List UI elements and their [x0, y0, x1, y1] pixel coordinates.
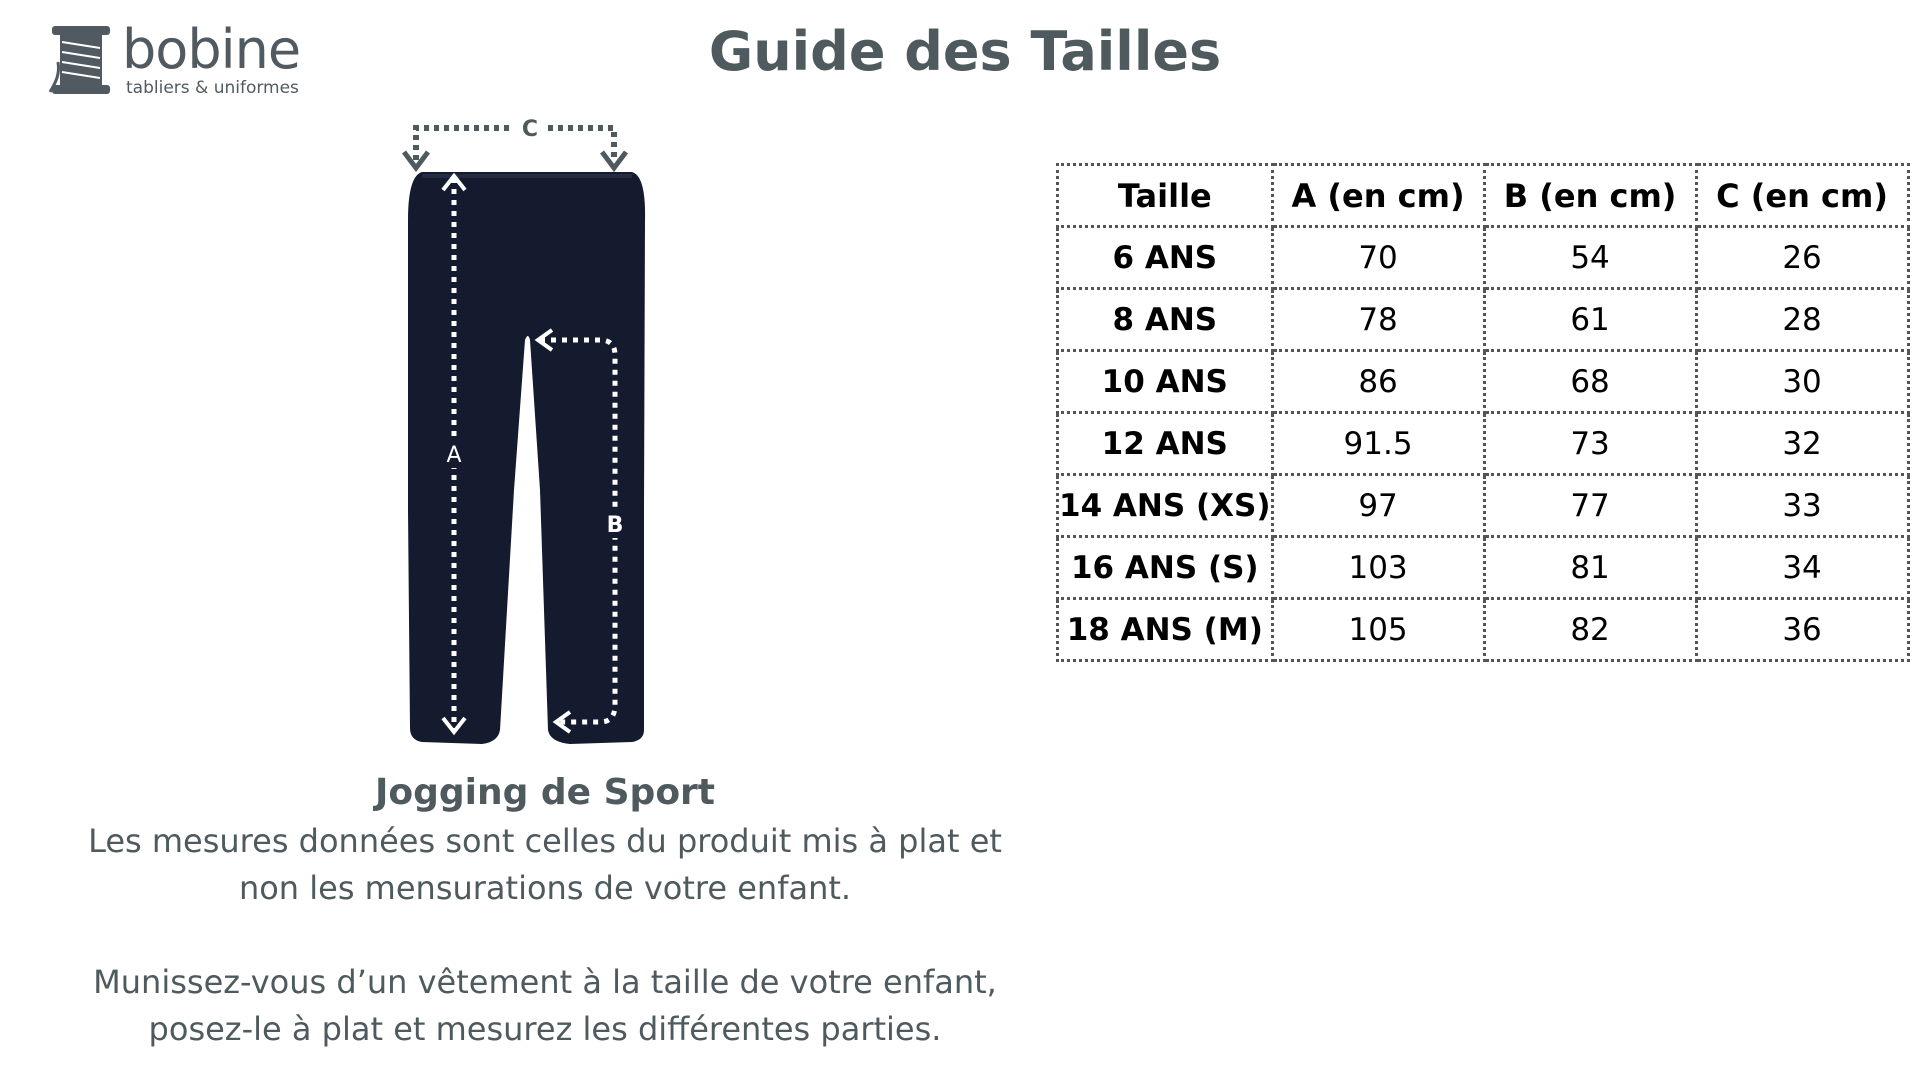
c-cell: 28 — [1696, 289, 1908, 351]
a-cell: 91.5 — [1272, 413, 1484, 475]
c-cell: 34 — [1696, 537, 1908, 599]
b-cell: 77 — [1484, 475, 1696, 537]
size-cell: 10 ANS — [1058, 351, 1273, 413]
header-a: A (en cm) — [1272, 165, 1484, 227]
header-b: B (en cm) — [1484, 165, 1696, 227]
product-title: Jogging de Sport — [374, 772, 716, 813]
brand-tagline: tabliers & uniformes — [126, 78, 299, 98]
c-cell: 36 — [1696, 599, 1908, 661]
jogging-pants-image — [400, 110, 660, 750]
size-cell: 14 ANS (XS) — [1058, 475, 1273, 537]
a-cell: 70 — [1272, 227, 1484, 289]
b-cell: 61 — [1484, 289, 1696, 351]
b-cell: 73 — [1484, 413, 1696, 475]
a-cell: 103 — [1272, 537, 1484, 599]
note-line: posez-le à plat et mesurez les différentes parties. — [148, 1010, 942, 1048]
size-cell: 12 ANS — [1058, 413, 1273, 475]
a-cell: 78 — [1272, 289, 1484, 351]
c-cell: 30 — [1696, 351, 1908, 413]
b-cell: 81 — [1484, 537, 1696, 599]
header-c: C (en cm) — [1696, 165, 1908, 227]
b-cell: 68 — [1484, 351, 1696, 413]
size-table — [1056, 163, 1910, 662]
note-line: Munissez-vous d’un vêtement à la taille de votre enfant, — [93, 963, 997, 1001]
note-line: non les mensurations de votre enfant. — [238, 869, 852, 907]
label-c: C — [521, 117, 539, 142]
label-b: B — [606, 513, 624, 538]
a-cell: 97 — [1272, 475, 1484, 537]
size-cell: 16 ANS (S) — [1058, 537, 1273, 599]
c-cell: 26 — [1696, 227, 1908, 289]
size-cell: 18 ANS (M) — [1058, 599, 1273, 661]
size-cell: 6 ANS — [1058, 227, 1273, 289]
label-a: A — [446, 443, 462, 468]
table-row — [1058, 351, 1909, 413]
c-cell: 33 — [1696, 475, 1908, 537]
garment-illustration — [400, 110, 660, 750]
table-row — [1058, 537, 1909, 599]
table-row — [1058, 413, 1909, 475]
a-cell: 105 — [1272, 599, 1484, 661]
measurement-note — [40, 818, 1050, 1053]
table-row — [1058, 599, 1909, 661]
page-title: Guide des Tailles — [708, 20, 1222, 83]
table-row — [1058, 227, 1909, 289]
a-cell: 86 — [1272, 351, 1484, 413]
c-cell: 32 — [1696, 413, 1908, 475]
note-line: Les mesures données sont celles du produit mis à plat et — [88, 822, 1002, 860]
header-size: Taille — [1058, 165, 1273, 227]
table-header-row — [1058, 165, 1909, 227]
b-cell: 82 — [1484, 599, 1696, 661]
size-cell: 8 ANS — [1058, 289, 1273, 351]
measure-c-arrow — [404, 117, 626, 168]
table-row — [1058, 289, 1909, 351]
brand-name: bobine — [122, 18, 301, 81]
table-row — [1058, 475, 1909, 537]
b-cell: 54 — [1484, 227, 1696, 289]
